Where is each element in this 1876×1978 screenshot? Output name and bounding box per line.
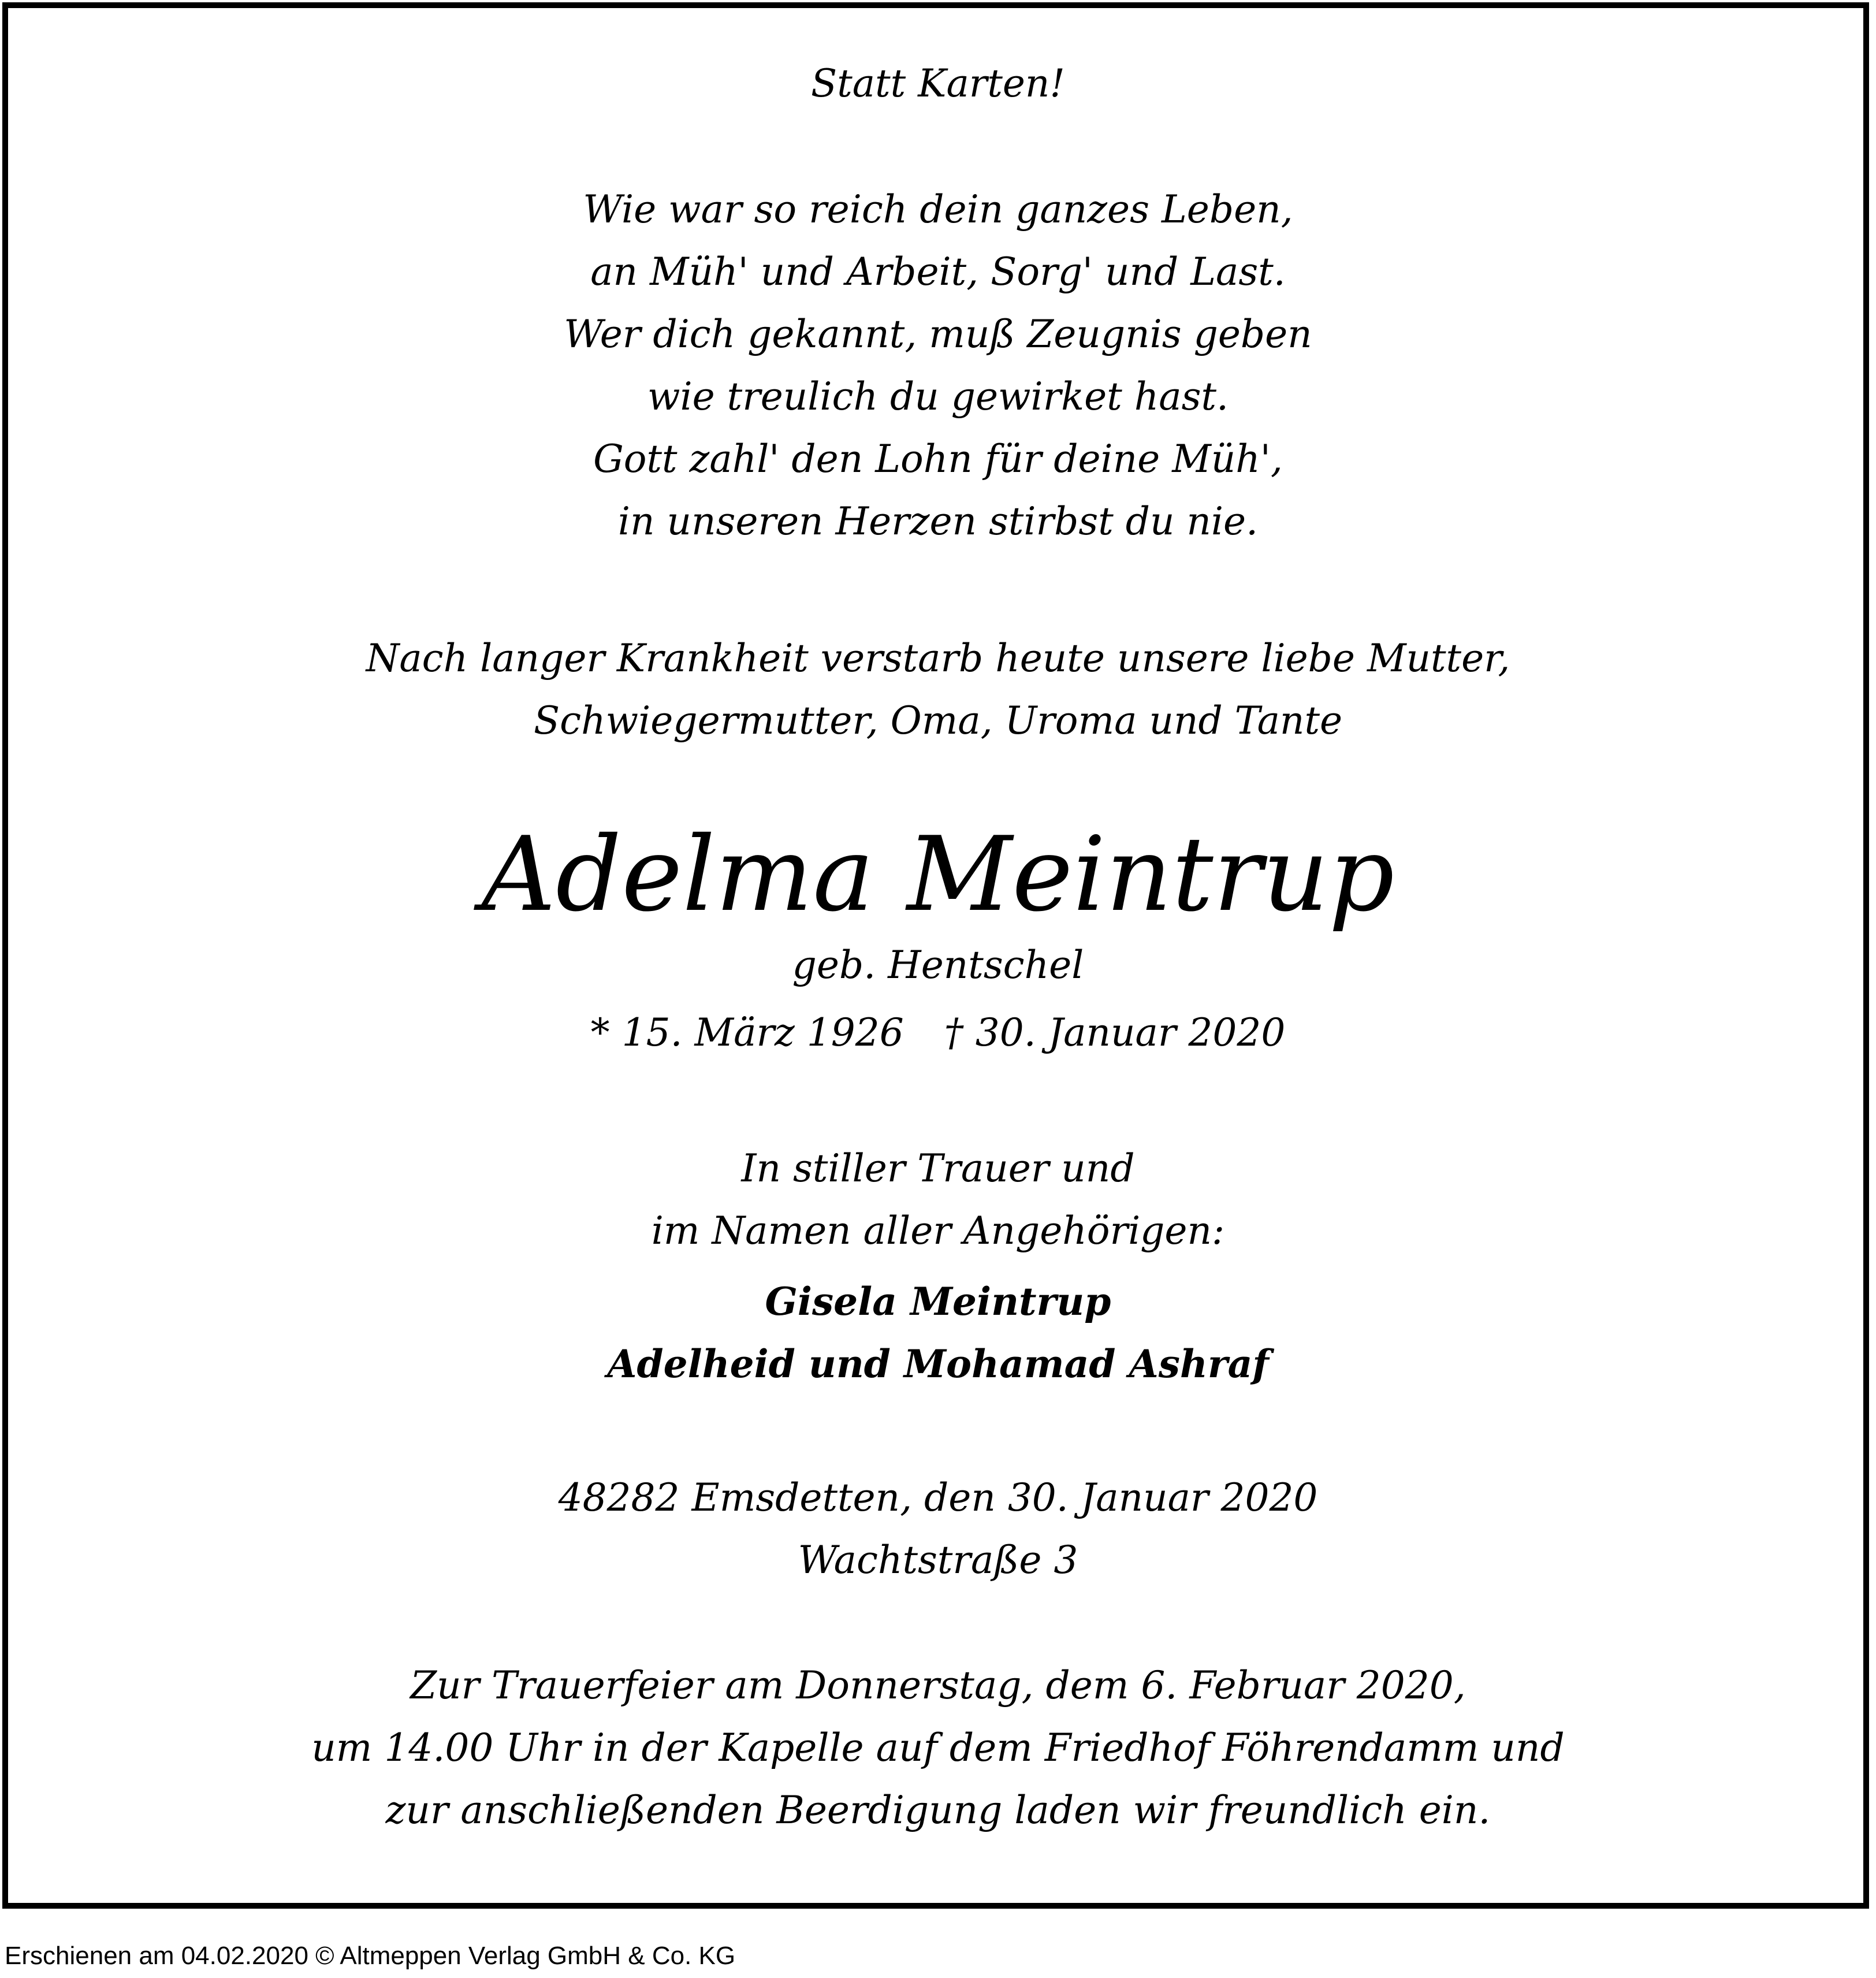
mourner-name: Adelheid und Mohamad Ashraf [607,1341,1269,1386]
announcement-line: Nach langer Krankheit verstarb heute unsere liebe Mutter, [366,636,1510,681]
death-date: † 30. Januar 2020 [944,1010,1286,1055]
invitation-line: zur anschließenden Beerdigung laden wir freundlich ein. [385,1788,1491,1832]
poem-line: wie treulich du gewirket hast. [647,374,1229,419]
publication-footer: Erschienen am 04.02.2020 © Altmeppen Verlag GmbH & Co. KG [5,1942,736,1970]
invitation-line: Zur Trauerfeier am Donnerstag, dem 6. Februar 2020, [410,1663,1466,1708]
poem-line: Gott zahl' den Lohn für deine Müh', [593,437,1283,481]
header-text: Statt Karten! [811,61,1065,106]
life-dates [0,1010,1876,1055]
poem-line: in unseren Herzen stirbst du nie. [617,499,1259,544]
mourning-line: im Namen aller Angehörigen: [651,1209,1225,1253]
poem-line: Wer dich gekannt, muß Zeugnis geben [564,312,1312,356]
announcement-line: Schwiegermutter, Oma, Uroma und Tante [533,698,1343,743]
birth-date: * 15. März 1926 [590,1010,904,1055]
mourning-line: In stiller Trauer und [741,1146,1135,1191]
birth-name: geb. Hentschel [792,943,1084,987]
address-line: 48282 Emsdetten, den 30. Januar 2020 [558,1475,1318,1520]
invitation-line: um 14.00 Uhr in der Kapelle auf dem Friedhof Föhrendamm und [311,1726,1565,1770]
deceased-name: Adelma Meintrup [481,815,1395,934]
mourner-name: Gisela Meintrup [765,1279,1111,1324]
poem-line: Wie war so reich dein ganzes Leben, [583,187,1293,232]
address-line: Wachtstraße 3 [798,1538,1078,1582]
poem-line: an Müh' und Arbeit, Sorg' und Last. [590,250,1286,294]
